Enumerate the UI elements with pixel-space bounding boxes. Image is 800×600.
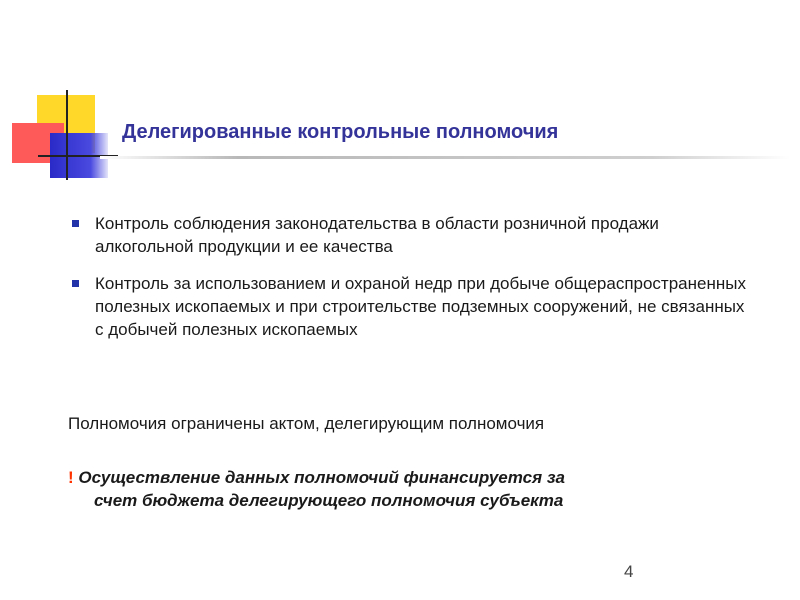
title-divider <box>100 156 790 159</box>
logo-vertical-line <box>66 90 68 180</box>
bullet-text: Контроль за использованием и охраной недр при добыче общераспространенных полезных ископаемых и при строительстве подземных сооружений, не связанных с добычей полезных ископаемых <box>95 274 746 339</box>
bullet-item <box>70 212 750 258</box>
bullet-text: Контроль соблюдения законодательства в области розничной продажи алкогольной продукции и ее качества <box>95 214 659 256</box>
page-number: 4 <box>624 562 634 581</box>
warning-line-1: Осуществление данных полномочий финансируется за <box>78 468 565 487</box>
warning-line-2: счет бюджета делегирующего полномочия субъекта <box>94 491 564 510</box>
bullet-list <box>70 212 750 355</box>
bullet-item <box>70 272 750 341</box>
exclamation-mark: ! <box>68 468 74 487</box>
limitation-note: Полномочия ограничены актом, делегирующим полномочия <box>68 414 545 433</box>
square-bullet-icon <box>72 220 79 227</box>
financing-warning <box>68 466 748 512</box>
decorative-logo <box>0 0 120 190</box>
slide-title: Делегированные контрольные полномочия <box>122 121 559 143</box>
square-bullet-icon <box>72 280 79 287</box>
